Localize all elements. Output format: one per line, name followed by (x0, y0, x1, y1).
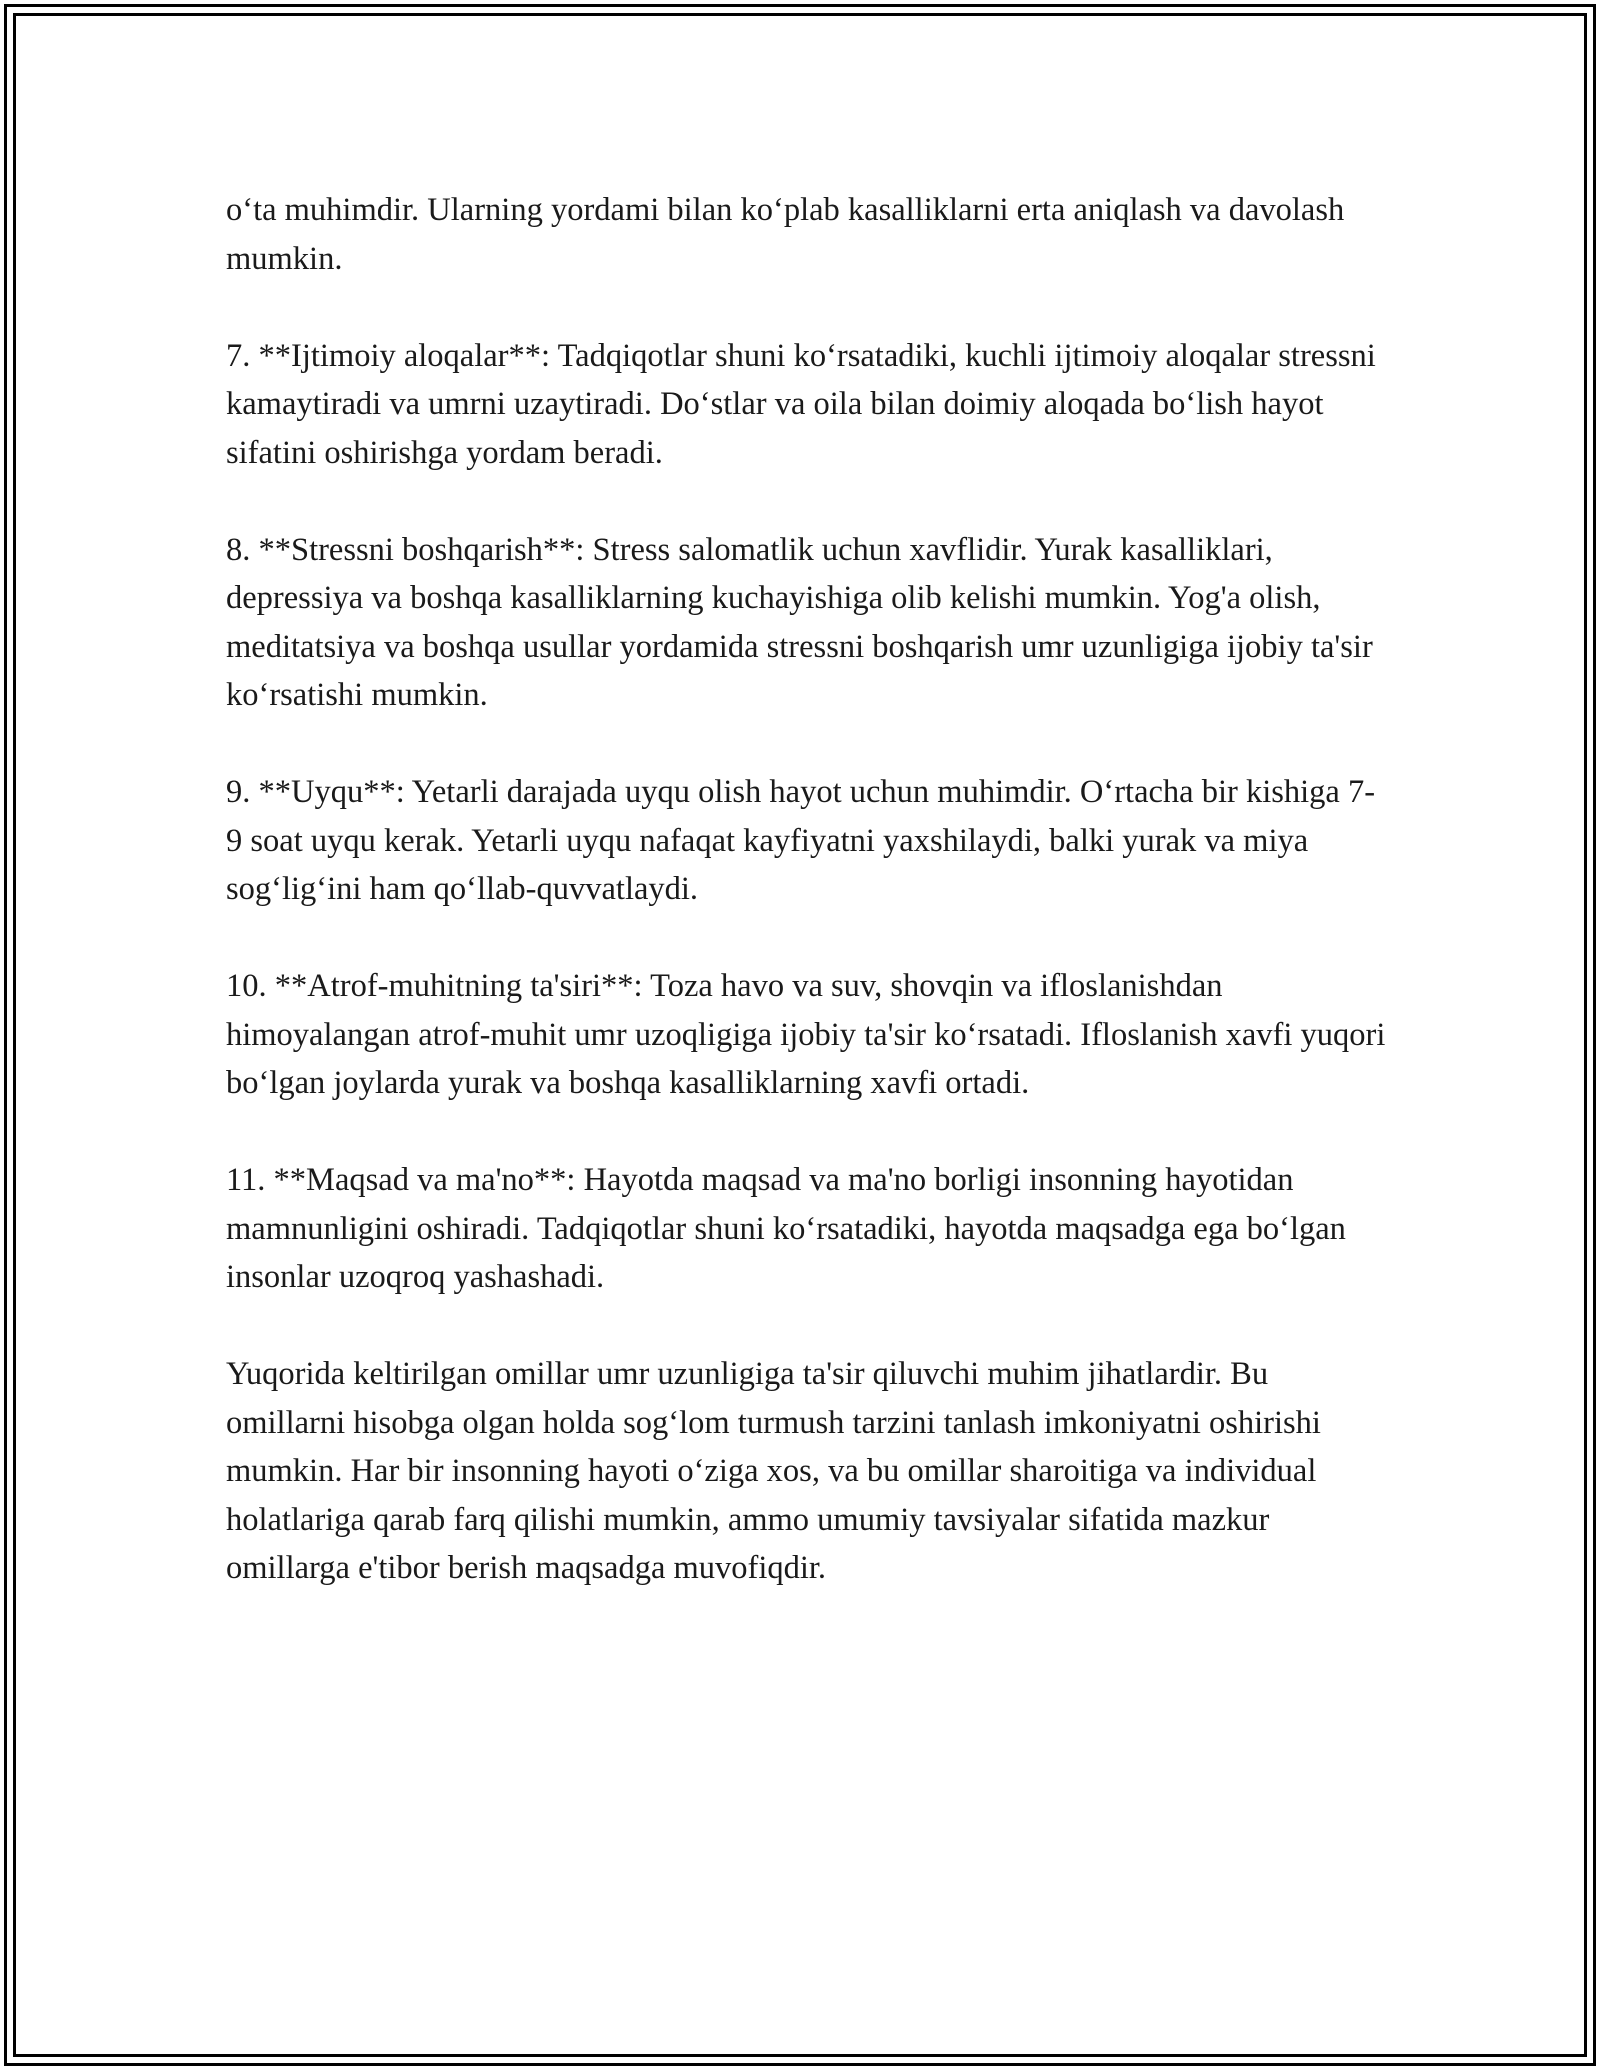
paragraph-purpose-meaning: 11. **Maqsad va ma'no**: Hayotda maqsad va ma'no borligi insonning hayotidan mamnunligini oshiradi. Tadqiqotlar shuni ko‘rsatadiki, hayotda maqsadga ega bo‘lgan insonlar uzoqroq yashashadi. (226, 1162, 1346, 1295)
paragraph-continuation: o‘ta muhimdir. Ularning yordami bilan ko‘plab kasalliklarni erta aniqlash va davolash mumkin. (226, 192, 1345, 277)
paragraph-social-connections: 7. **Ijtimoiy aloqalar**: Tadqiqotlar shuni ko‘rsatadiki, kuchli ijtimoiy aloqalar stressni kamaytiradi va umrni uzaytiradi. Do‘stlar va oila bilan doimiy aloqada bo‘lish hayot sifatini oshirishga yordam beradi. (226, 337, 1376, 471)
paragraph-stress-management: 8. **Stressni boshqarish**: Stress salomatlik uchun xavflidir. Yurak kasalliklari, depressiya va boshqa kasalliklarning kuchayishiga olib kelishi mumkin. Yog'a olish, meditatsiya va boshqa usullar yordamida stressni boshqarish umr uzunligiga ijobiy ta'sir ko‘rsatishi mumkin. (226, 531, 1373, 713)
paragraph-environment: 10. **Atrof-muhitning ta'siri**: Toza havo va suv, shovqin va ifloslanishdan himoyalangan atrof-muhit umr uzoqligiga ijobiy ta'sir ko‘rsatadi. Ifloslanish xavfi yuqori bo‘lgan joylarda yurak va boshqa kasalliklarning xavfi ortadi. (226, 968, 1386, 1101)
paragraph-conclusion: Yuqorida keltirilgan omillar umr uzunligiga ta'sir qiluvchi muhim jihatlardir. Bu omillarni hisobga olgan holda sog‘lom turmush tarzini tanlash imkoniyatni oshirishi mumkin. Har bir insonning hayoti o‘ziga xos, va bu omillar sharoitiga va individual holatlariga qarab farq qilishi mumkin, ammo umumiy tavsiyalar sifatida mazkur omillarga e'tibor berish maqsadga muvofiqdir. (226, 1356, 1321, 1586)
document-body (226, 186, 1386, 1593)
paragraph-sleep: 9. **Uyqu**: Yetarli darajada uyqu olish hayot uchun muhimdir. O‘rtacha bir kishiga 7-9 soat uyqu kerak. Yetarli uyqu nafaqat kayfiyatni yaxshilaydi, balki yurak va miya sog‘lig‘ini ham qo‘llab-quvvatlaydi. (226, 774, 1376, 907)
